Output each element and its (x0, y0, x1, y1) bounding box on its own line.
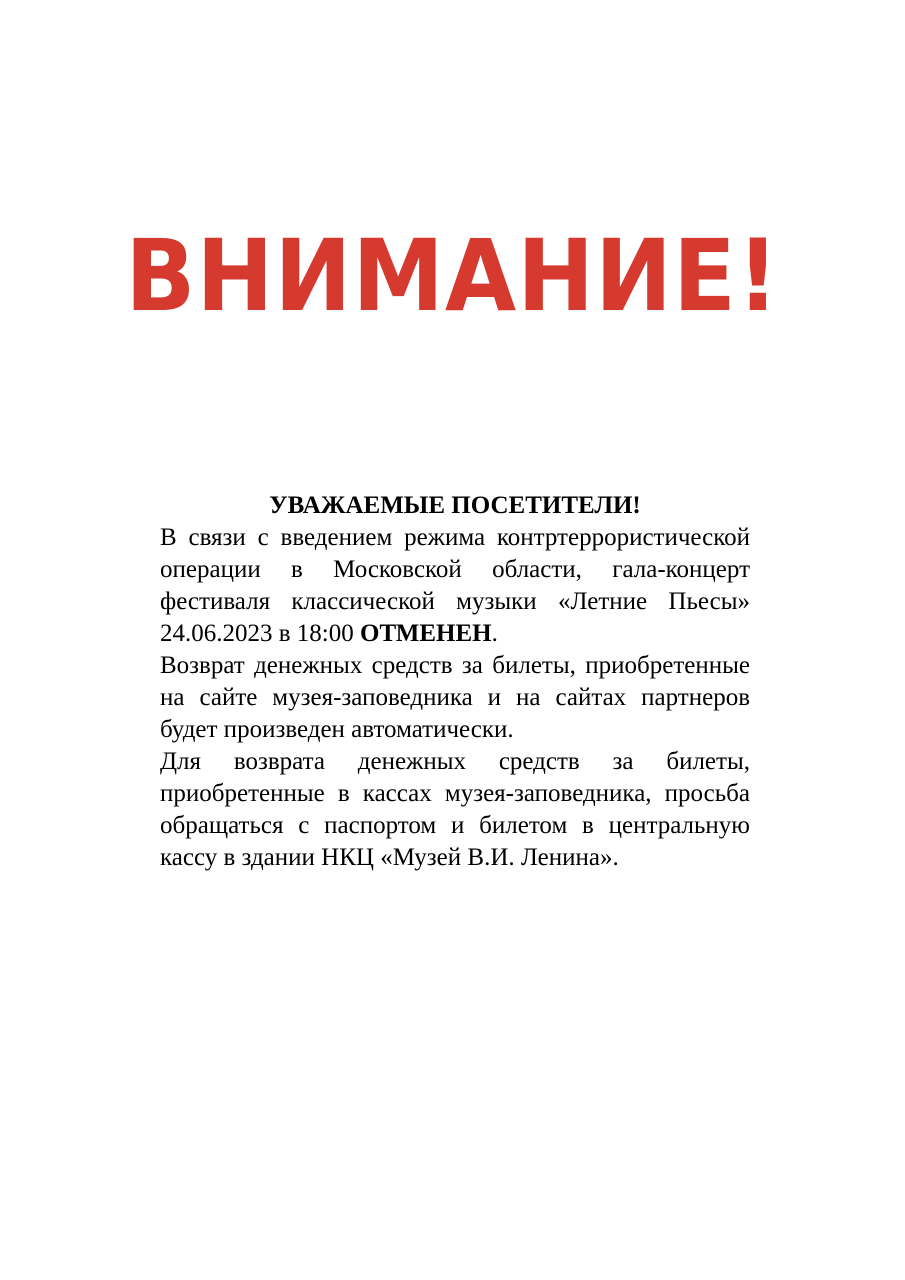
notice-body (160, 490, 750, 874)
notice-greeting: УВАЖАЕМЫЕ ПОСЕТИТЕЛИ! (269, 492, 641, 519)
cancellation-status: ОТМЕНЕН (360, 620, 492, 647)
notice-paragraph-online-refund: Возврат денежных средств за билеты, приобретенные на сайте музея-заповедника и на сайтах партнеров будет произведен автоматически. (160, 652, 750, 743)
notice-paragraph-cancellation (160, 522, 750, 650)
notice-paragraph-box-office-refund: Для возврата денежных средств за билеты, приобретенные в кассах музея-заповедника, просьба обращаться с паспортом и билетом в центральную кассу в здании НКЦ «Музей В.И. Ленина». (160, 748, 750, 871)
cancellation-text: В связи с введением режима контртеррористической операции в Московской области, гала-концерт фестиваля классической музыки «Летние Пьесы» 24.06.2023 в 18:00 (160, 524, 750, 647)
attention-headline: ВНИМАНИЕ! (125, 219, 780, 334)
cancellation-period: . (491, 620, 498, 647)
